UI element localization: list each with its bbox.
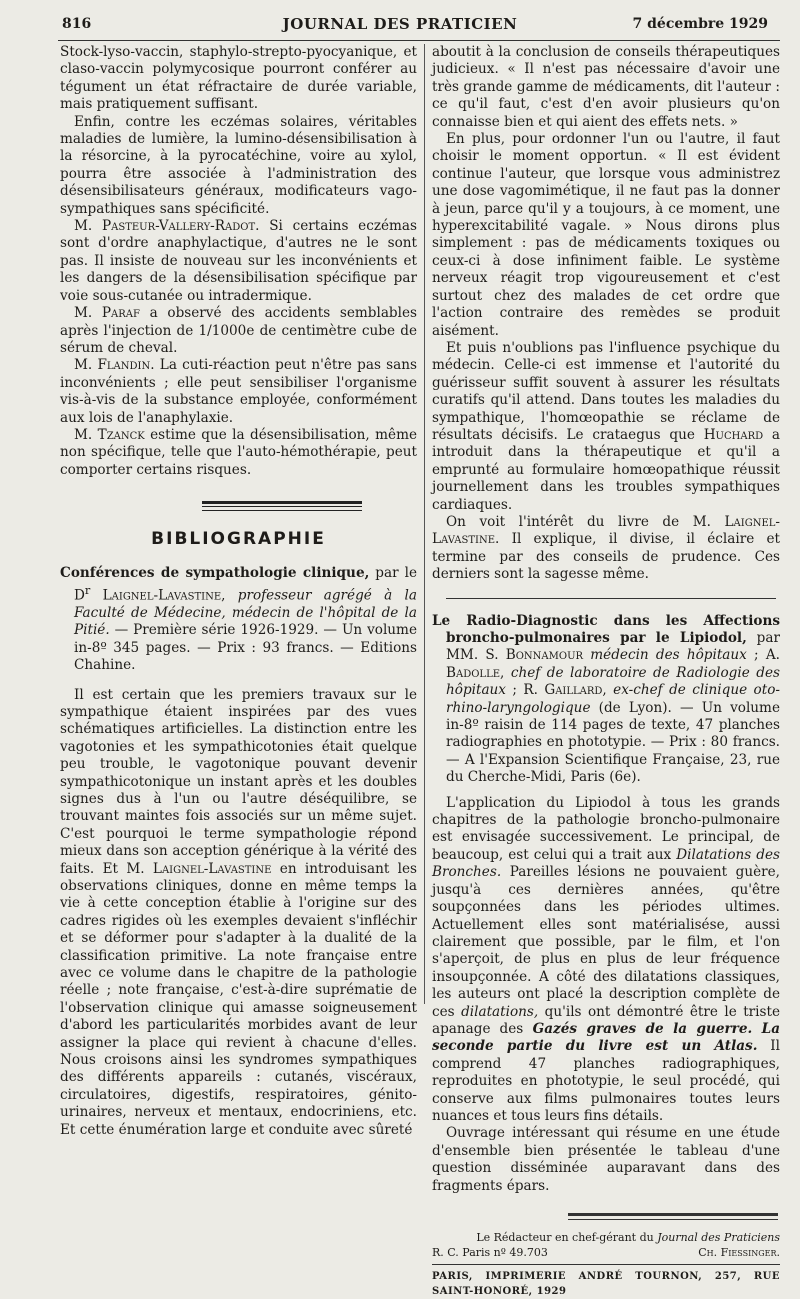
speaker-name: M. Paraf <box>74 305 140 322</box>
entry-text: (de Lyon). — Un volume in-8º raisin de 114 pages de texte, 47 planches radiographies en phototypie. — Prix : 80 francs. — A l'Expansion Scientifique Française, 23, rue du Cherche-Midi, Paris (6e). <box>446 699 780 786</box>
closing-rule <box>568 1213 778 1216</box>
right-column <box>432 44 780 1299</box>
section-ornament-rule <box>60 501 417 531</box>
entry-text: — Première série 1926-1929. — Un volume in-8º 345 pages. — Prix : 93 francs. — Editions Chahine. <box>74 622 417 674</box>
paragraph-text: a introduit dans la thérapeutique et qu'il a emprunté au formulaire homœopathique réussit journellement dans les troubles sympathiques cardiaques. <box>432 426 781 513</box>
rc-line <box>432 1245 780 1260</box>
entry-separator <box>446 598 776 599</box>
speaker-name: M. Tzanck <box>74 426 145 443</box>
review-text: qu'ils ont démontré être le triste apanage des <box>432 1003 781 1037</box>
entry-text: ; A. <box>746 647 780 664</box>
paragraph-text: Si certains eczémas sont d'ordre anaphylactique, d'autres ne le sont pas. Il insiste de nouveau sur les inconvénients et les dangers de la désensibilisation spécifique par voie sous-cutanée ou intradermique. <box>60 218 418 304</box>
entry-text: ; R. <box>505 682 538 699</box>
entry-text: par MM. S. <box>446 630 780 664</box>
paragraph <box>60 427 417 479</box>
speaker-name: M. Flandin. <box>74 357 155 374</box>
closing-rule-thin <box>568 1219 778 1220</box>
review-emphasis: dilatations, <box>454 1003 539 1020</box>
issue-date: 7 décembre 1929 <box>632 16 768 32</box>
speaker-name: M. Pasteur-Vallery-Radot. <box>74 218 260 235</box>
paragraph-text: Et puis n'oublions pas l'influence psychique du médecin. Celle-ci est immense et l'autorité du guérisseur suffit souvent à assurer les résultats curatifs qu'il attend. Dans toutes les maladies du sympathique, l'homœopathie se réclame de résultats décisifs. Le crataegus que <box>432 339 780 443</box>
review-paragraph: Ouvrage intéressant qui résume en une étude d'ensemble bien présentée le tableau d'une question disséminée auparavant dans des fragments épars. <box>432 1125 780 1194</box>
paragraph <box>60 218 417 305</box>
paragraph-text: Il explique, il divise, il éclaire et termine par des conseils de prudence. Ces derniers sont la sagesse même. <box>432 531 780 583</box>
book-title: Le Radio-Diagnostic dans les Affections broncho-pulmonaires par le Lipiodol, <box>432 612 780 646</box>
person-name: Huchard <box>694 426 764 443</box>
review-text: en introduisant les observations cliniques, donne en même temps la vie à cette conception établie à l'origine sur des cadres rigides où les exemples devaient s'infléchir et se déformer pour s'adapter à la dualité de la classification primitive. La note française entre avec ce volume dans le chapitre de la pathologie réelle ; note française, c'est-à-dire suprématie de l'observation clinique qui amasse soigneusement d'abord les particularités morbides avant de leur assigner la place qui revient à chacune d'elles. Nous croisons ainsi les syndromes sympathiques des différents appareils : cutanés, viscéraux, circulatoires, digestifs, respiratoires, génito-urinaires, nerveux et mentaux, endocriniens, etc. Et cette énumération large et conduite avec sûreté <box>60 860 418 1138</box>
bibliography-entry <box>432 613 780 787</box>
review-emphasis: Dilatations des Bronches. <box>432 846 780 881</box>
journal-title: JOURNAL DES PRATICIEN <box>282 15 518 33</box>
author-name: Gaillard, <box>537 682 607 699</box>
review-emphasis: Gazés graves de la guerre. La seconde partie du livre est un Atlas. <box>432 1020 780 1055</box>
paragraph <box>432 514 780 584</box>
printer-line: PARIS, IMPRIMERIE ANDRÉ TOURNON, 257, RUE SAINT-HONORÉ, 1929 <box>432 1264 780 1299</box>
author-role: médecin des hôpitaux <box>583 647 747 664</box>
paragraph <box>432 340 780 514</box>
review-text: Pareilles lésions ne pouvaient guère, jusqu'à ces dernières années, qu'être soupçonnées dans les périodes ultimes. Actuellement elles sont matérialisése, aussi clairement que possible, par le film, et l'on s'aperçoit, de plus en plus de leur fréquence insoupçonnée. A côté des dilatations classiques, les auteurs ont placé la description complète de ces <box>432 864 780 1020</box>
review-paragraph <box>60 687 417 1140</box>
paragraph-text: a observé des accidents semblables après l'injection de 1/1000e de centimètre cube de sérum de cheval. <box>60 305 417 356</box>
review-paragraph <box>432 795 780 1126</box>
review-text: Il comprend 47 planches radiographiques, reproduites en phototypie, le seul procédé, qui conserve aux films pulmonaires toutes leurs nuances et tous leurs fins détails. <box>432 1038 780 1124</box>
author-role: chef de laboratoire de Radiologie des hôpitaux <box>446 664 780 699</box>
imprint-journal: Journal des Praticiens <box>653 1231 780 1244</box>
author-name: Laignel-Lavastine <box>144 860 272 877</box>
entry-text: r <box>84 582 91 597</box>
bibliography-entry <box>60 565 417 675</box>
review-text: L'application du Lipiodol à tous les grands chapitres de la pathologie broncho-pulmonaire est envisagée successivement. Le principal, de beaucoup, est celui qui a trait aux <box>432 794 780 863</box>
registry-number: R. C. Paris nº 49.703 <box>432 1246 548 1259</box>
editor-name: Ch. Fiessinger. <box>698 1246 780 1259</box>
paragraph-text: On voit l'intérêt du livre de M. <box>446 513 711 530</box>
paragraph-text: La cuti-réaction peut n'être pas sans inconvénients ; elle peut sensibiliser l'organisme vis-à-vis de la substance employée, conformément aux lois de l'anaphylaxie. <box>60 357 417 426</box>
paragraph: En plus, pour ordonner l'un ou l'autre, il faut choisir le moment opportun. « Il est évident continue l'auteur, que lorsque vous administrez une dose vagomimétique, il ne faut pas la donner à jeun, parce qu'il y a toujours, à ce moment, une hyperexcitabilité vagale. » Nous dirons plus simplement : pas de médicaments toxiques ou ceux-ci à dose infiniment faible. Le système nerveux réagit trop vigoureusement et c'est surtout chez des malades de cet ordre que l'action contraire des remèdes se produit aisément. <box>432 131 780 339</box>
paragraph: Stock-lyso-vaccin, staphylo-strepto-pyocyanique, et claso-vaccin polymycosique pourront conférer au tégument un état réfractaire de durée variable, mais pratiquement suffisant. <box>60 44 417 113</box>
paragraph <box>60 357 417 427</box>
paragraph <box>60 305 417 357</box>
imprint-text: Le Rédacteur en chef-gérant du <box>476 1231 654 1244</box>
author-name: Laignel-Lavastine, <box>90 587 226 604</box>
editor-line <box>432 1230 780 1245</box>
book-title: Conférences de sympathologie clinique, <box>60 564 370 581</box>
author-name: Bonnamour <box>498 647 584 664</box>
page-number: 816 <box>62 16 92 32</box>
paragraph-text: estime que la désensibilisation, même non spécifique, telle que l'auto-hémothérapie, peut comporter certains risques. <box>60 426 418 478</box>
column-divider <box>424 44 425 1004</box>
page-header <box>0 14 800 36</box>
author-role: ex-chef de clinique oto-rhino-laryngologique <box>446 682 780 716</box>
author-name: Laignel-Lavastine. <box>432 513 780 548</box>
author-role: professeur agrégé à la Faculté de Médecine, médecin de l'hôpital de la Pitié. <box>74 587 417 639</box>
review-text: Il est certain que les premiers travaux sur le sympathique étaient inspirées par des vues schématiques artificielles. La distinction entre les vagotonies et les sympathicotonies était quelque peu trouble, le vagotonique pouvant devenir sympathicotonique un instant après et les doubles signes dus à l'un ou l'autre déséquilibre, se trouvant maintes fois associés sur un même sujet. C'est pourquoi le terme sympathologie répond mieux dans son acception générique à la vérité des faits. Et M. <box>60 686 417 877</box>
author-name: Badolle, <box>446 664 505 681</box>
imprint <box>432 1230 780 1299</box>
section-title: BIBLIOGRAPHIE <box>151 529 326 550</box>
left-column <box>60 44 417 1139</box>
entry-text: par le D <box>74 564 417 604</box>
header-rule <box>58 40 780 41</box>
paragraph: Enfin, contre les eczémas solaires, véritables maladies de lumière, la lumino-désensibilisation à la résorcine, à la pyrocatéchine, voire au xylol, pourra être associée à l'administration des désensibilisateurs généraux, modificateurs vago-sympathiques sans spécificité. <box>60 113 417 217</box>
paragraph: aboutit à la conclusion de conseils thérapeutiques judicieux. « Il n'est pas nécessaire d'avoir une très grande gamme de médicaments, dit l'auteur : ce qu'il faut, c'est d'en avoir plusieurs qu'on connaisse bien et qui aient des effets nets. » <box>432 44 780 130</box>
